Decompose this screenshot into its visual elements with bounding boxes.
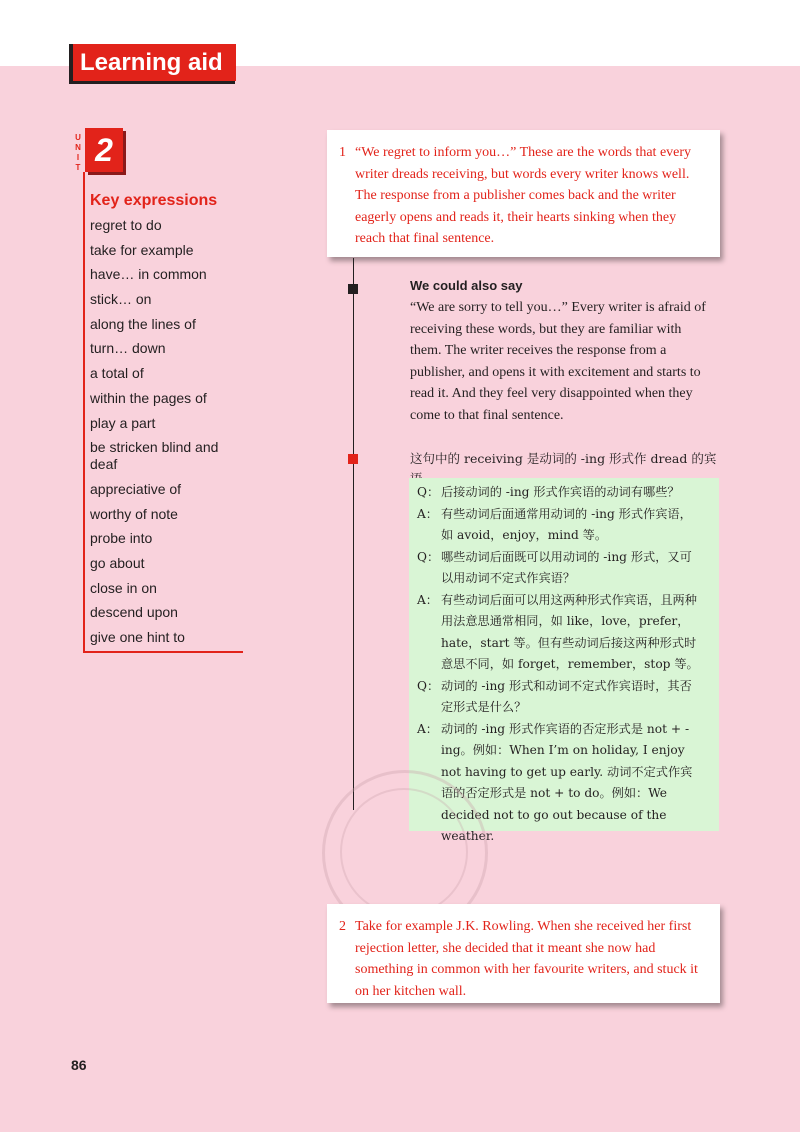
square-marker-icon	[348, 454, 358, 464]
square-marker-icon	[348, 284, 358, 294]
sidebar-divider	[83, 172, 85, 651]
passage-card-2	[327, 904, 720, 1003]
qa-tag: A：	[417, 593, 438, 607]
expression-item: worthy of note	[90, 505, 178, 522]
unit-label	[73, 133, 83, 173]
qa-text: 后接动词的 -ing 形式作宾语的动词有哪些？	[441, 485, 680, 499]
expression-item: close in on	[90, 579, 157, 596]
page-number: 86	[71, 1057, 87, 1073]
unit-number-badge: 2	[85, 128, 123, 172]
expression-item: probe into	[90, 530, 153, 547]
also-say-title: We could also say	[410, 278, 523, 293]
expression-item: have… in common	[90, 266, 207, 283]
expression-item: within the pages of	[90, 389, 207, 406]
watermark-seal-inner	[340, 788, 468, 916]
expression-item: appreciative of	[90, 480, 182, 497]
expression-item: give one hint to	[90, 629, 185, 645]
qa-tag: Q：	[417, 485, 440, 499]
qa-tag: A：	[417, 507, 438, 521]
passage-text: “We regret to inform you…” These are the words that every writer dreads receiving, but words every writer knows well. The response from a publisher comes back and the writer eagerly opens and reads it, their hearts sinking when they reach that final sentence.	[355, 145, 692, 246]
also-say-text: “We are sorry to tell you…” Every writer is afraid of receiving these words, but they are familiar with them. The writer receives the response from a publisher, and opens it with excitement and starts to read it. And they feel very disappointed when they come to that final sentence.	[410, 300, 706, 423]
key-expressions-title: Key expressions	[90, 192, 218, 209]
unit-letter: U	[75, 133, 81, 142]
unit-letter: T	[75, 163, 81, 172]
timeline-line	[353, 258, 354, 810]
expression-item: take for example	[90, 241, 194, 258]
qa-text: 有些动词后面通常用动词的 -ing 形式作宾语，如 avoid，enjoy，mind 等。	[441, 507, 692, 543]
passage-number: 1	[339, 145, 346, 160]
expression-item: be stricken blind and deaf	[90, 439, 219, 473]
expression-item: descend upon	[90, 604, 178, 621]
passage-number: 2	[339, 919, 346, 934]
qa-text: 有些动词后面可以用这两种形式作宾语，且两种用法意思通常相同，如 like，love，prefer，hate，start 等。但有些动词后接这两种形式时意思不同，如 forget，remember，stop 等。	[441, 593, 699, 672]
grammar-note: 这句中的 receiving 是动词的 -ing 形式作 dread 的宾	[410, 451, 717, 466]
page-title: Learning aid	[73, 44, 236, 81]
expression-item: regret to do	[90, 217, 162, 233]
unit-letter: I	[76, 153, 80, 162]
qa-tag: A：	[417, 722, 438, 736]
qa-text: 哪些动词后面既可以用动词的 -ing 形式，又可以用动词不定式作宾语？	[441, 550, 692, 586]
expression-item: a total of	[90, 365, 144, 382]
qa-tag: Q：	[417, 679, 440, 693]
expression-item: go about	[90, 554, 145, 571]
key-expressions-list	[90, 217, 240, 654]
passage-text: Take for example J.K. Rowling. When she received her first rejection letter, she decided that it meant she now had something in common with her favourite writers, and stuck it on her kitchen wall.	[355, 919, 698, 999]
qa-text: 动词的 -ing 形式作宾语的否定形式是 not + -ing。例如：When I’m on holiday, I enjoy not having to get up early. 动词不定式作宾语的否定形式是 not + to do。例如：We decided not to go out because of the weather.	[441, 722, 693, 844]
unit-letter: N	[75, 143, 81, 152]
qa-text: 动词的 -ing 形式和动词不定式作宾语时，其否定形式是什么？	[441, 679, 692, 715]
passage-card-1	[327, 130, 720, 257]
expression-item: play a part	[90, 414, 156, 431]
expression-item: turn… down	[90, 340, 166, 357]
expression-item: stick… on	[90, 291, 152, 308]
expression-item: along the lines of	[90, 315, 196, 332]
qa-tag: Q：	[417, 550, 440, 564]
